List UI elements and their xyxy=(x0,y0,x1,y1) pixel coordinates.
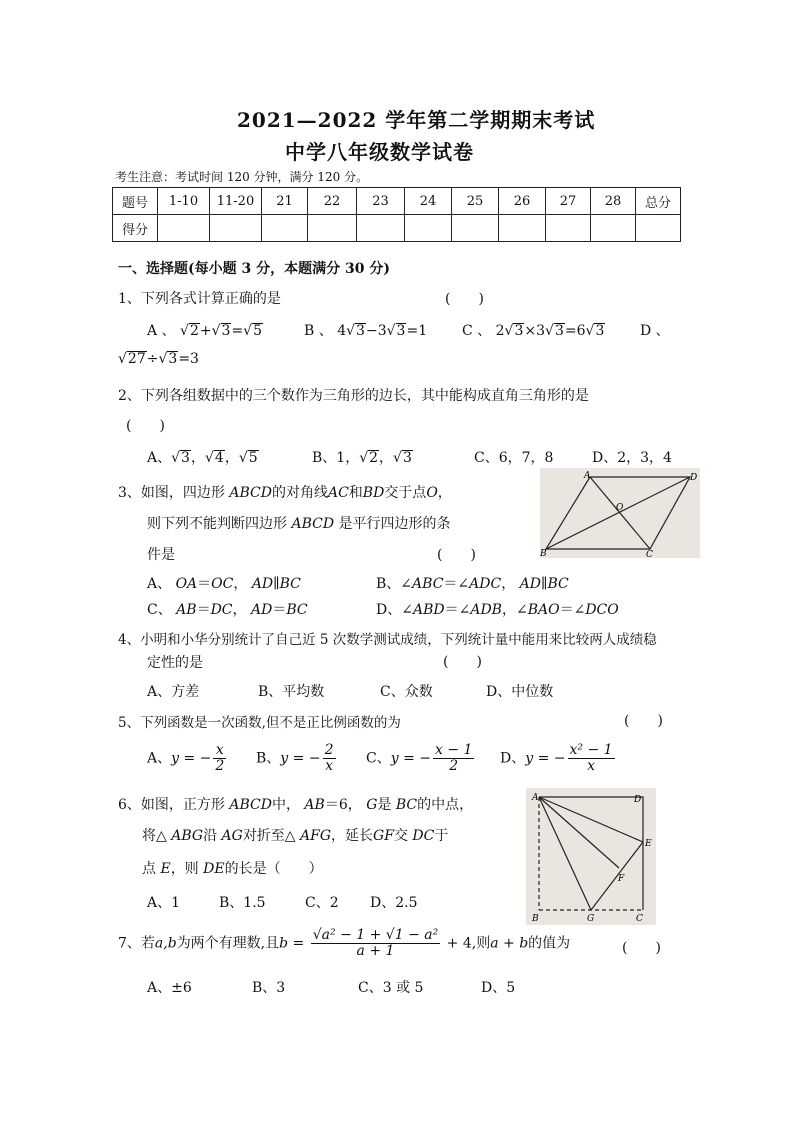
score-table-col: 24 xyxy=(405,188,452,215)
q4-option-b[interactable]: B、平均数 xyxy=(258,684,325,700)
title-line1: 2021—2022 学年第二学期期末考试 xyxy=(237,108,596,132)
q6-option-c[interactable]: C、2 xyxy=(305,895,339,911)
square-fold-diagram xyxy=(526,788,656,925)
q4-option-c[interactable]: C、众数 xyxy=(380,684,433,700)
q3-option-b[interactable]: B、∠ABC＝∠ADC， AD∥BC xyxy=(376,576,569,592)
label-b: B xyxy=(532,914,539,924)
q1-option-d-label[interactable]: D 、 xyxy=(640,323,670,339)
label-a: A xyxy=(584,471,591,481)
q1-option-d[interactable]: √27÷√3=3 xyxy=(118,351,199,367)
q1-option-c[interactable]: C 、 2√3×3√3=6√3 xyxy=(462,323,605,339)
score-table-col: 28 xyxy=(591,188,636,215)
title-line2: 中学八年级数学试卷 xyxy=(285,140,474,164)
label-f: F xyxy=(618,874,625,884)
q7-answer-paren[interactable]: ( ) xyxy=(622,940,661,956)
score-cell[interactable] xyxy=(591,215,636,242)
segment-af xyxy=(539,797,619,868)
q5-option-c[interactable]: C、y = − $\frac{x - 1}{2}$ xyxy=(366,742,473,774)
q3-option-c[interactable]: C、 AB＝DC， AD＝BC xyxy=(147,602,308,618)
q5-answer-paren[interactable]: ( ) xyxy=(624,713,663,729)
q2-option-b[interactable]: B、1，√2，√3 xyxy=(312,450,412,466)
section1-heading: 一、选择题(每小题 3 分，本题满分 30 分) xyxy=(118,261,390,277)
label-d: D xyxy=(690,473,698,483)
label-d: D xyxy=(634,795,642,805)
q5-option-d[interactable]: D、y = − $\frac{\text{x² − 1}}{x}$ xyxy=(500,742,613,774)
q6-option-b[interactable]: B、1.5 xyxy=(219,895,266,911)
score-cell[interactable] xyxy=(499,215,546,242)
q4-stem-line2: 定性的是 xyxy=(147,655,203,671)
q2-stem: 2、下列各组数据中的三个数作为三角形的边长，其中能构成直角三角形的是 xyxy=(118,388,589,404)
q2-answer-paren[interactable]: ( ) xyxy=(126,418,165,434)
segment-ag xyxy=(539,797,591,910)
score-table-header-row xyxy=(113,188,681,215)
square-top-right-sides xyxy=(539,797,643,910)
segment-ae xyxy=(539,797,643,842)
q4-stem-line1: 4、小明和小华分别统计了自己近 5 次数学测试成绩，下列统计量中能用来比较两人成绩稳 xyxy=(118,632,657,648)
score-table-col: 1-10 xyxy=(158,188,210,215)
q5-option-a[interactable]: A、y = − $\frac{x}{2}$ xyxy=(147,742,225,774)
score-cell[interactable] xyxy=(158,215,210,242)
score-table xyxy=(112,187,681,242)
q4-answer-paren[interactable]: ( ) xyxy=(443,654,482,670)
label-o: O xyxy=(616,503,624,513)
q4-option-a[interactable]: A、方差 xyxy=(147,684,200,700)
score-table-score-row xyxy=(113,215,681,242)
score-table-col: 11-20 xyxy=(210,188,262,215)
score-cell[interactable] xyxy=(357,215,405,242)
q7-option-d[interactable]: D、5 xyxy=(481,980,516,996)
score-table-col: 总分 xyxy=(636,188,681,215)
q6-stem-line3: 点 E，则 DE的长是（ ） xyxy=(142,861,323,877)
q1-stem: 1、下列各式计算正确的是 xyxy=(118,291,281,307)
q1-option-a[interactable]: A 、 √2+√3=√5 xyxy=(147,323,263,339)
q2-option-c[interactable]: C、6，7，8 xyxy=(474,450,554,466)
score-table-label-score: 得分 xyxy=(113,215,158,242)
segment-ge xyxy=(591,842,643,910)
q6-stem-line2: 将△ ABG沿 AG对折至△ AFG，延长GF交 DC于 xyxy=(142,828,449,844)
label-b: B xyxy=(540,549,547,558)
q6-figure xyxy=(526,788,656,925)
q5-stem: 5、下列函数是一次函数,但不是正比例函数的为 xyxy=(118,715,401,731)
q6-option-d[interactable]: D、2.5 xyxy=(370,895,418,911)
q7-option-b[interactable]: B、3 xyxy=(252,980,286,996)
score-table-col: 25 xyxy=(452,188,499,215)
q1-option-b[interactable]: B 、 4√3−3√3=1 xyxy=(304,323,428,339)
q6-option-a[interactable]: A、1 xyxy=(147,895,181,911)
q3-figure xyxy=(540,468,700,558)
score-table-col: 27 xyxy=(546,188,591,215)
label-e: E xyxy=(645,839,652,849)
diagonal-ac xyxy=(590,477,650,549)
score-cell[interactable] xyxy=(452,215,499,242)
label-c: C xyxy=(646,550,653,558)
score-table-col: 21 xyxy=(262,188,308,215)
score-cell[interactable] xyxy=(546,215,591,242)
label-g: G xyxy=(587,914,595,924)
q2-option-a[interactable]: A、√3，√4，√5 xyxy=(147,450,258,466)
q3-option-a[interactable]: A、 OA＝OC， AD∥BC xyxy=(147,576,301,592)
q3-stem-line3: 件是 xyxy=(147,547,175,563)
score-cell[interactable] xyxy=(308,215,357,242)
exam-notice: 考生注意：考试时间 120 分钟，满分 120 分。 xyxy=(115,170,369,184)
q7-stem: 7、若a,b为两个有理数,且b = $\frac{\text{√a² − 1 + √1 − a²}}{a + 1}$ + 4,则a + b的值为 xyxy=(118,927,571,959)
score-cell[interactable] xyxy=(262,215,308,242)
score-table-col: 22 xyxy=(308,188,357,215)
q3-answer-paren[interactable]: ( ) xyxy=(437,547,476,563)
q3-stem-line2: 则下列不能判断四边形 ABCD 是平行四边形的条 xyxy=(147,516,451,532)
q3-stem-line1: 3、如图，四边形 ABCD的对角线AC和BD交于点O， xyxy=(118,485,452,501)
parallelogram-diagram xyxy=(540,468,700,558)
score-cell[interactable] xyxy=(405,215,452,242)
label-c: C xyxy=(636,914,643,924)
q5-option-b[interactable]: B、y = − $\frac{2}{x}$ xyxy=(256,742,334,774)
score-table-col: 23 xyxy=(357,188,405,215)
q7-option-a[interactable]: A、±6 xyxy=(147,980,192,996)
q6-stem-line1: 6、如图，正方形 ABCD中， AB＝6， G是 BC的中点， xyxy=(118,797,474,813)
q4-option-d[interactable]: D、中位数 xyxy=(486,684,554,700)
score-cell[interactable] xyxy=(210,215,262,242)
score-cell[interactable] xyxy=(636,215,681,242)
q3-option-d[interactable]: D、∠ABD＝∠ADB，∠BAO＝∠DCO xyxy=(376,602,619,618)
label-a: A xyxy=(532,793,539,803)
q2-option-d[interactable]: D、2，3，4 xyxy=(592,450,672,466)
q7-option-c[interactable]: C、3 或 5 xyxy=(358,980,424,996)
score-table-label-number: 题号 xyxy=(113,188,158,215)
score-table-col: 26 xyxy=(499,188,546,215)
q1-answer-paren[interactable]: ( ) xyxy=(445,291,484,307)
